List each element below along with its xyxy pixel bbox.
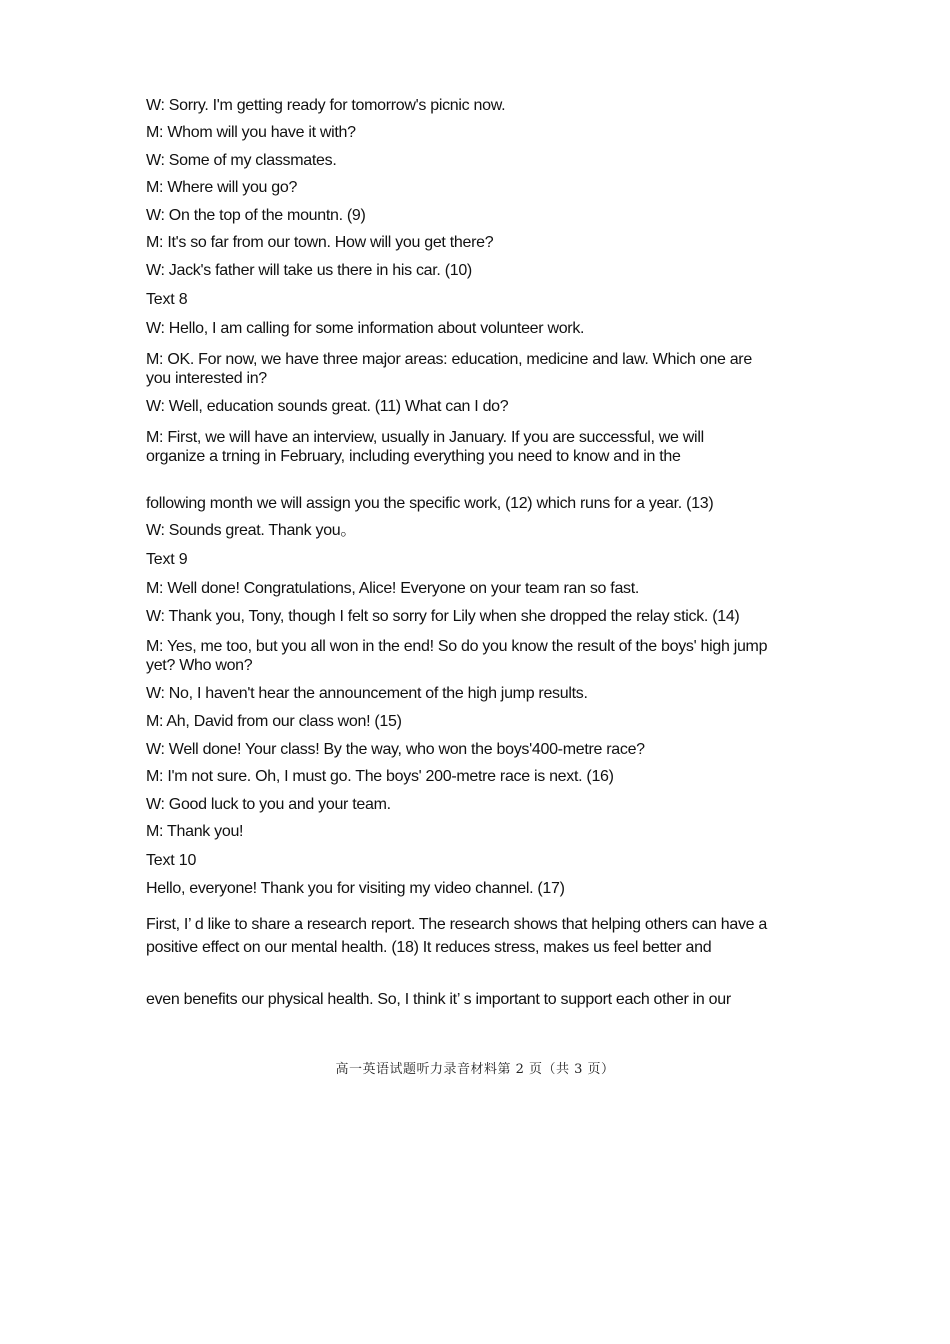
dialogue-line: M: Whom will you have it with? xyxy=(146,124,356,141)
section-heading: Text 10 xyxy=(146,852,197,869)
dialogue-line: W: Good luck to you and your team. xyxy=(146,796,391,813)
dialogue-line: W: No, I haven't hear the announcement of the high jump results. xyxy=(146,685,588,702)
dialogue-line: W: Well done! Your class! By the way, who won the boys'400-metre race? xyxy=(146,741,645,758)
dialogue-line: M: Well done! Congratulations, Alice! Everyone on your team ran so fast. xyxy=(146,580,640,597)
dialogue-line: W: Sounds great. Thank you。 xyxy=(146,522,357,539)
dialogue-line: W: Some of my classmates. xyxy=(146,152,337,169)
dialogue-line: W: Jack's father will take us there in his car. (10) xyxy=(146,262,472,279)
page-footer: 高一英语试题听力录音材料第 2 页（共 3 页） xyxy=(335,1062,615,1077)
dialogue-line: M: Ah, David from our class won! (15) xyxy=(146,713,402,730)
dialogue-line: W: On the top of the mountn. (9) xyxy=(146,207,366,224)
dialogue-line: M: Where will you go? xyxy=(146,179,298,196)
monologue-line: First, I’ d like to share a research report. The research shows that helping others can have a positive effect on our mental health. (18) It reduces stress, makes us feel better and xyxy=(146,916,768,956)
dialogue-line: M: First, we will have an interview, usually in January. If you are successful, we will organize a trning in February, including everything you need to know and in the xyxy=(146,429,704,465)
section-heading: Text 8 xyxy=(146,291,188,308)
dialogue-line: W: Sorry. I'm getting ready for tomorrow's picnic now. xyxy=(146,97,506,114)
dialogue-line: M: It's so far from our town. How will you get there? xyxy=(146,234,494,251)
dialogue-line: W: Thank you, Tony, though I felt so sorry for Lily when she dropped the relay stick. (14) xyxy=(146,608,740,625)
dialogue-line: W: Hello, I am calling for some information about volunteer work. xyxy=(146,320,585,337)
dialogue-line: M: OK. For now, we have three major areas: education, medicine and law. Which one are you interested in? xyxy=(146,351,752,387)
dialogue-line: M: Thank you! xyxy=(146,823,244,840)
dialogue-line: W: Well, education sounds great. (11) What can I do? xyxy=(146,398,509,415)
dialogue-line: M: Yes, me too, but you all won in the end! So do you know the result of the boys' high jump yet? Who won? xyxy=(146,638,768,674)
monologue-line: even benefits our physical health. So, I think it’ s important to support each other in our xyxy=(146,991,731,1008)
dialogue-line: M: I'm not sure. Oh, I must go. The boys' 200-metre race is next. (16) xyxy=(146,768,614,785)
dialogue-line: following month we will assign you the specific work, (12) which runs for a year. (13) xyxy=(146,495,714,512)
section-heading: Text 9 xyxy=(146,551,188,568)
monologue-line: Hello, everyone! Thank you for visiting my video channel. (17) xyxy=(146,880,565,897)
